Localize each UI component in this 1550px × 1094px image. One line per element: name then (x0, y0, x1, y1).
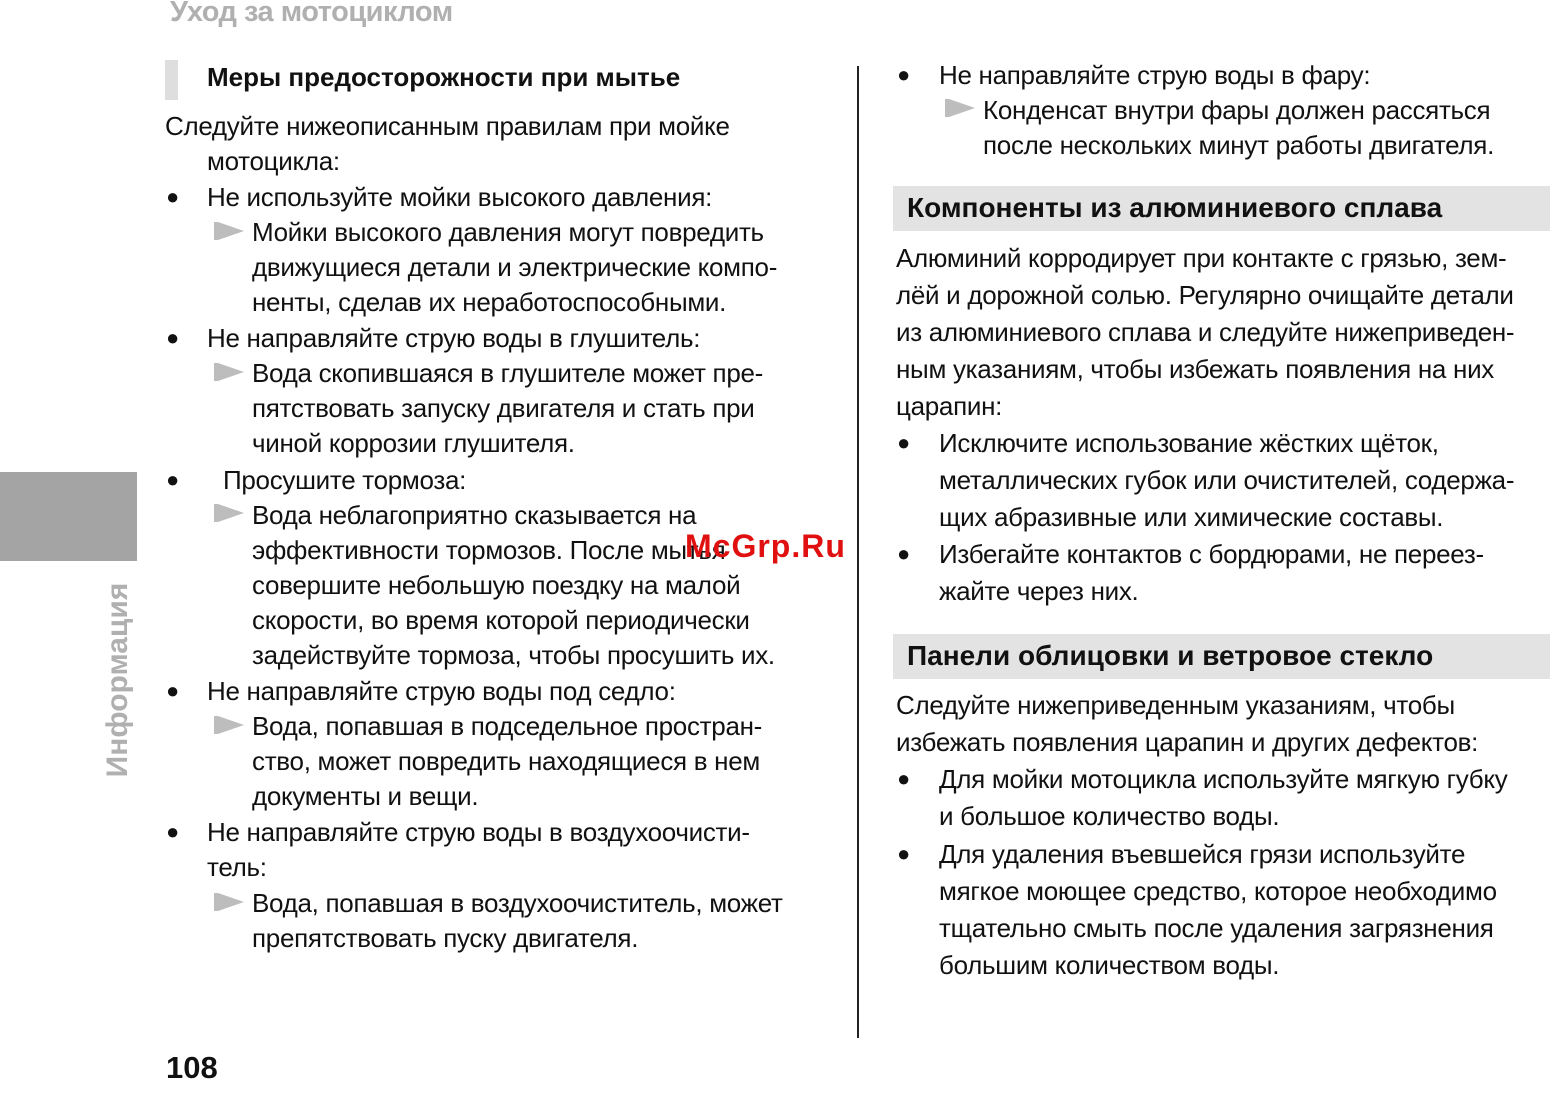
running-header: Уход за мотоциклом (170, 0, 453, 28)
note-line: эффективности тормозов. После мытья (252, 535, 726, 565)
paragraph-line: Следуйте нижеприведенным указаниям, чтобы (896, 690, 1455, 720)
intro-line: Следуйте нижеописанным правилам при мойке (165, 111, 730, 141)
list-item: мягкое моющее средство, которое необходимо (939, 876, 1497, 906)
note-line: Вода скопившаяся в глушителе может пре- (252, 358, 764, 388)
list-item: большим количеством воды. (939, 950, 1280, 980)
note-line: Конденсат внутри фары должен рассяться (983, 95, 1491, 125)
section-heading-text: Панели облицовки и ветровое стекло (907, 640, 1434, 671)
subheading: Меры предосторожности при мытье (207, 62, 681, 92)
list-item: Для мойки мотоцикла используйте мягкую губку (939, 764, 1508, 794)
note-line: движущиеся детали и электрические компо- (252, 252, 778, 282)
bullet-icon: ● (166, 819, 180, 844)
bullet-icon: ● (897, 541, 911, 566)
note-line: скорости, во время которой периодически (252, 605, 750, 635)
bullet-icon: ● (897, 62, 911, 87)
section-heading-fairing (893, 634, 1550, 679)
paragraph-line: Алюминий корродирует при контакте с грязью, зем- (896, 243, 1507, 273)
note-line: Мойки высокого давления могут повредить (252, 217, 764, 247)
bullet-icon: ● (166, 184, 180, 209)
watermark: McGrp.Ru (685, 528, 846, 564)
list-item: Не направляйте струю воды в воздухоочисти- (207, 817, 750, 847)
list-item: металлических губок или очистителей, содержа- (939, 465, 1515, 495)
note-line: документы и вещи. (252, 781, 479, 811)
paragraph-line: ным указаниям, чтобы избежать появления на них (896, 354, 1495, 384)
note-line: чиной коррозии глушителя. (252, 428, 575, 458)
bullet-icon: ● (897, 841, 911, 866)
paragraph-line: из алюминиевого сплава и следуйте нижеприведен- (896, 317, 1515, 347)
bullet-icon: ● (166, 325, 180, 350)
note-line: совершите небольшую поездку на малой (252, 570, 741, 600)
note-line: задействуйте тормоза, чтобы просушить их. (252, 640, 775, 670)
paragraph-line: лёй и дорожной солью. Регулярно очищайте детали (896, 280, 1514, 310)
note-line: ство, может повредить находящиеся в нем (252, 746, 760, 776)
note-line: ненты, сделав их неработоспособными. (252, 287, 727, 317)
list-item: Исключите использование жёстких щёток, (939, 428, 1439, 458)
side-tab-marker (0, 472, 137, 561)
paragraph-line: царапин: (896, 391, 1003, 421)
list-item: Для удаления въевшейся грязи используйте (939, 839, 1466, 869)
list-item: Не используйте мойки высокого давления: (207, 182, 713, 212)
note-line: препятствовать пуску двигателя. (252, 923, 639, 953)
bullet-icon: ● (166, 467, 180, 492)
list-item: Не направляйте струю воды в глушитель: (207, 323, 701, 353)
list-item: Не направляйте струю воды в фару: (939, 60, 1371, 90)
paragraph-line: избежать появления царапин и других дефектов: (896, 727, 1479, 757)
note-line: после нескольких минут работы двигателя. (983, 130, 1495, 160)
section-heading-text: Компоненты из алюминиевого сплава (907, 192, 1443, 223)
list-item: щих абразивные или химические составы. (939, 502, 1444, 532)
note-arrow-icon (214, 893, 244, 911)
section-heading-aluminium (893, 186, 1550, 231)
list-item: тель: (207, 852, 267, 882)
list-item: Избегайте контактов с бордюрами, не переез- (939, 539, 1484, 569)
side-tab-label: Информация (101, 582, 134, 778)
list-item: Просушите тормоза: (223, 465, 467, 495)
note-line: Вода, попавшая в подседельное простран- (252, 711, 763, 741)
note-line: Вода неблагоприятно сказывается на (252, 500, 697, 530)
bullet-icon: ● (166, 678, 180, 703)
page-number: 108 (166, 1050, 218, 1085)
note-arrow-icon (214, 716, 244, 734)
note-arrow-icon (214, 363, 244, 381)
subheading-marker (165, 60, 178, 100)
list-item: жайте через них. (939, 576, 1139, 606)
note-line: Вода, попавшая в воздухоочиститель, может (252, 888, 783, 918)
note-arrow-icon (945, 99, 975, 117)
list-item: Не направляйте струю воды под седло: (207, 676, 676, 706)
bullet-icon: ● (897, 766, 911, 791)
list-item: и большое количество воды. (939, 801, 1280, 831)
note-line: пятствовать запуску двигателя и стать при (252, 393, 755, 423)
list-item: тщательно смыть после удаления загрязнения (939, 913, 1494, 943)
note-arrow-icon (214, 222, 244, 240)
intro-line: мотоцикла: (207, 146, 340, 176)
note-arrow-icon (214, 504, 244, 522)
column-divider (857, 66, 859, 1038)
bullet-icon: ● (897, 430, 911, 455)
